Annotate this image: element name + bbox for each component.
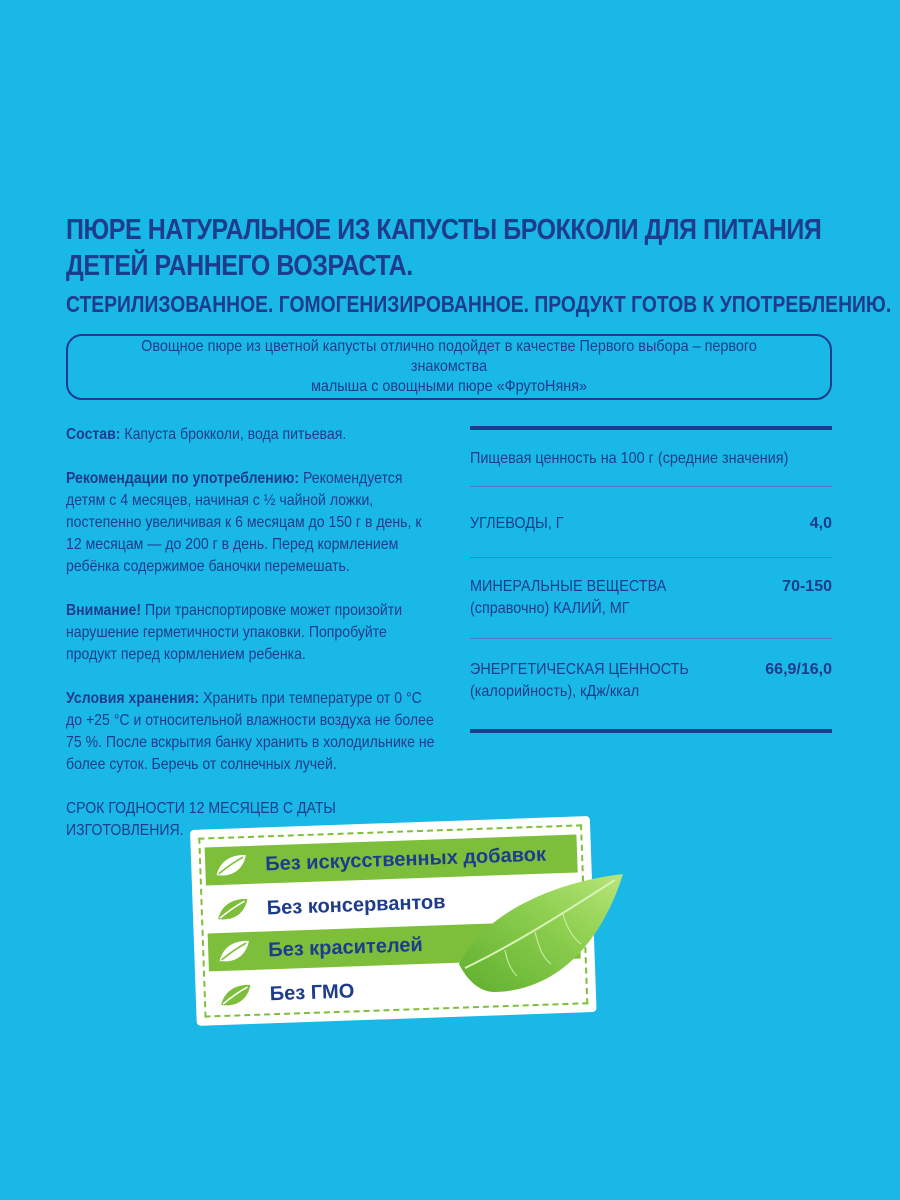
leaf-icon: [213, 850, 250, 881]
warning-label: Внимание!: [66, 602, 142, 619]
row-label: [470, 659, 689, 703]
info-line-2: малыша с овощными пюре «ФрутоНяня»: [310, 378, 588, 395]
warning-text: При транспортировке может произойти нарушение герметичности упаковки. Попробуйте продукт перед кормлением ребенка.: [66, 602, 403, 663]
row-value: 70-150: [782, 578, 832, 595]
row-label-line-2: (калорийность), кДж/ккал: [470, 683, 640, 700]
row-label: [470, 576, 666, 620]
composition-label: Состав:: [66, 426, 121, 443]
product-subtitle: СТЕРИЛИЗОВАННОЕ. ГОМОГЕНИЗИРОВАННОЕ. ПРОДУКТ ГОТОВ К УПОТРЕБЛЕНИЮ.: [66, 291, 892, 317]
nutrition-header: Пищевая ценность на 100 г (средние значения): [470, 450, 789, 467]
nutrition-header-row: [470, 430, 832, 487]
info-line-1: Овощное пюре из цветной капусты отлично подойдет в качестве Первого выбора – первого знакомства: [141, 338, 757, 375]
nutrition-table: [470, 426, 832, 733]
usage-text: Рекомендуется детям с 4 месяцев, начиная с ½ чайной ложки, постепенно увеличивая к 6 месяцам до 150 г в день, к 12 месяцам — до 200 г в день. Перед кормлением ребёнка содержимое баночки перемешать.: [66, 470, 422, 575]
row-value: 4,0: [809, 515, 832, 532]
row-value: 66,9/16,0: [765, 661, 832, 678]
claim-label: Без ГМО: [269, 979, 355, 1005]
composition: [66, 424, 436, 446]
claim-label: Без консервантов: [266, 890, 446, 919]
row-label-line-2: (справочно) КАЛИЙ, МГ: [470, 600, 630, 617]
leaf-icon: [214, 894, 251, 925]
claim-label: Без красителей: [267, 933, 424, 961]
row-label: УГЛЕВОДЫ, Г: [470, 515, 564, 532]
product-description: [66, 424, 446, 864]
table-row: [470, 487, 832, 558]
claim-item: [209, 972, 355, 1015]
warning: [66, 600, 436, 666]
usage-label: Рекомендации по употреблению:: [66, 470, 300, 487]
claim-label: Без искусственных добавок: [264, 843, 547, 875]
storage-label: Условия хранения:: [66, 690, 200, 707]
row-label-line-1: ЭНЕРГЕТИЧЕСКАЯ ЦЕННОСТЬ: [470, 661, 689, 678]
big-leaf-icon: [455, 872, 630, 1012]
storage-conditions: [66, 688, 436, 776]
product-title: ПЮРЕ НАТУРАЛЬНОЕ ИЗ КАПУСТЫ БРОККОЛИ ДЛЯ ПИТАНИЯ ДЕТЕЙ РАННЕГО ВОЗРАСТА.: [66, 214, 822, 282]
info-text: [106, 337, 792, 397]
table-row: [470, 639, 832, 729]
leaf-icon: [216, 936, 253, 967]
leaf-icon: [217, 980, 254, 1011]
composition-text: Капуста брокколи, вода питьевая.: [120, 426, 347, 443]
info-box: [66, 334, 832, 400]
row-label-line-1: МИНЕРАЛЬНЫЕ ВЕЩЕСТВА: [470, 578, 667, 595]
table-bottom-rule: [470, 729, 832, 733]
table-row: [470, 558, 832, 639]
usage-recommendations: [66, 468, 436, 578]
shelf-life: СРОК ГОДНОСТИ 12 МЕСЯЦЕВ С ДАТЫ ИЗГОТОВЛЕНИЯ.: [66, 800, 336, 839]
storage-text: Хранить при температуре от 0 °С до +25 °С и относительной влажности воздуха не более 75 %. После вскрытия банку хранить в холодильнике не более суток. Беречь от солнечных лучей.: [66, 690, 435, 773]
